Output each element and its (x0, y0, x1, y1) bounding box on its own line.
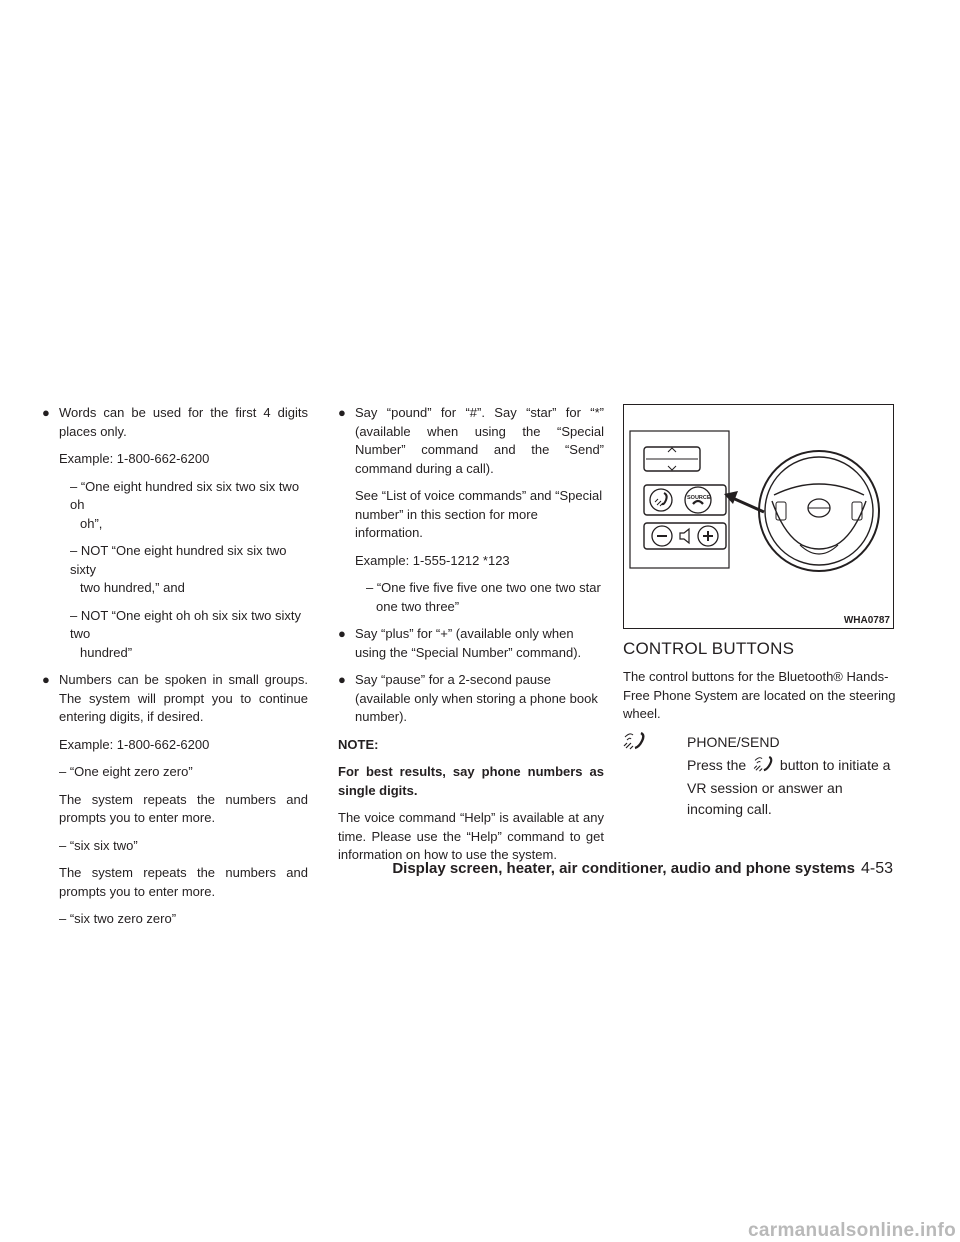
bullet-text: Say “plus” for “+” (available only when using the “Special Number” command). (355, 626, 582, 660)
bullet-text: Say “pause” for a 2-second pause (available only when storing a phone book number). (355, 672, 598, 724)
bullet-text: Say “pound” for “#”. Say “star” for “*” (available when using the “Special Number” command and the “Send” command during a call). (355, 405, 604, 476)
bullet-icon: ● (338, 405, 346, 420)
button-description: Press the button to initiate a VR session or answer an incoming call. (687, 757, 891, 817)
bullet-icon: ● (42, 405, 50, 420)
column-3 (623, 404, 896, 820)
bullet-item (338, 671, 604, 727)
note-text: For best results, say phone numbers as single digits. (338, 764, 604, 798)
column-2 (338, 404, 604, 874)
dash-item: – “One eight hundred six six two six two oh oh”, (70, 478, 300, 531)
body-text: The voice command “Help” is available at any time. Please use the “Help” command to get information on how to use the system. (338, 810, 604, 862)
dash-item: – “six six two” (59, 837, 138, 853)
page-footer (0, 860, 893, 879)
body-text: The control buttons for the Bluetooth® Hands-Free Phone System are located on the steering wheel. (623, 669, 896, 721)
button-title: PHONE/SEND (687, 733, 780, 750)
bullet-icon: ● (42, 672, 50, 687)
dash-item: – “One five five five one two one two star one two three” (366, 580, 601, 614)
body-text: The system repeats the numbers and prompts you to enter more. (59, 791, 308, 825)
bullet-item (42, 404, 308, 441)
button-entry (623, 733, 896, 821)
body-text: See “List of voice commands” and “Special number” in this section for more information. (355, 488, 603, 540)
dash-item: – “six two zero zero” (59, 911, 177, 926)
bullet-text: Words can be used for the first 4 digits places only. (59, 405, 308, 439)
body-text: The system repeats the numbers and prompts you to enter more. (59, 865, 308, 899)
dash-item: – NOT “One eight oh oh six six two sixty two hundred” (70, 607, 301, 660)
section-title: Display screen, heater, air conditioner, audio and phone systems (392, 860, 855, 877)
bullet-item (42, 671, 308, 727)
steering-wheel-figure (623, 404, 894, 629)
phone-send-icon (623, 732, 645, 756)
figure-source-label: SOURCE (687, 495, 711, 501)
column-1 (42, 404, 308, 938)
section-heading: CONTROL BUTTONS (623, 639, 795, 658)
bullet-item (338, 404, 604, 478)
steering-wheel-illustration (624, 405, 893, 628)
bullet-text: Numbers can be spoken in small groups. The system will prompt you to continue entering digits, if desired. (59, 672, 308, 724)
dash-item: – “One eight zero zero” (59, 764, 193, 779)
example-text: Example: 1-800-662-6200 (59, 451, 210, 466)
watermark: carmanualsonline.info (748, 1219, 956, 1241)
dash-item: – NOT “One eight hundred six six two sixty two hundred,” and (70, 543, 287, 595)
note-label: NOTE: (338, 736, 379, 752)
bullet-item (338, 625, 604, 662)
bullet-icon: ● (338, 626, 346, 641)
example-text: Example: 1-555-1212 *123 (355, 552, 510, 568)
example-text: Example: 1-800-662-6200 (59, 736, 210, 752)
phone-send-icon (752, 756, 774, 778)
bullet-icon: ● (338, 672, 346, 687)
page-number: 4-53 (860, 860, 893, 877)
figure-label: WHA0787 (843, 615, 890, 626)
